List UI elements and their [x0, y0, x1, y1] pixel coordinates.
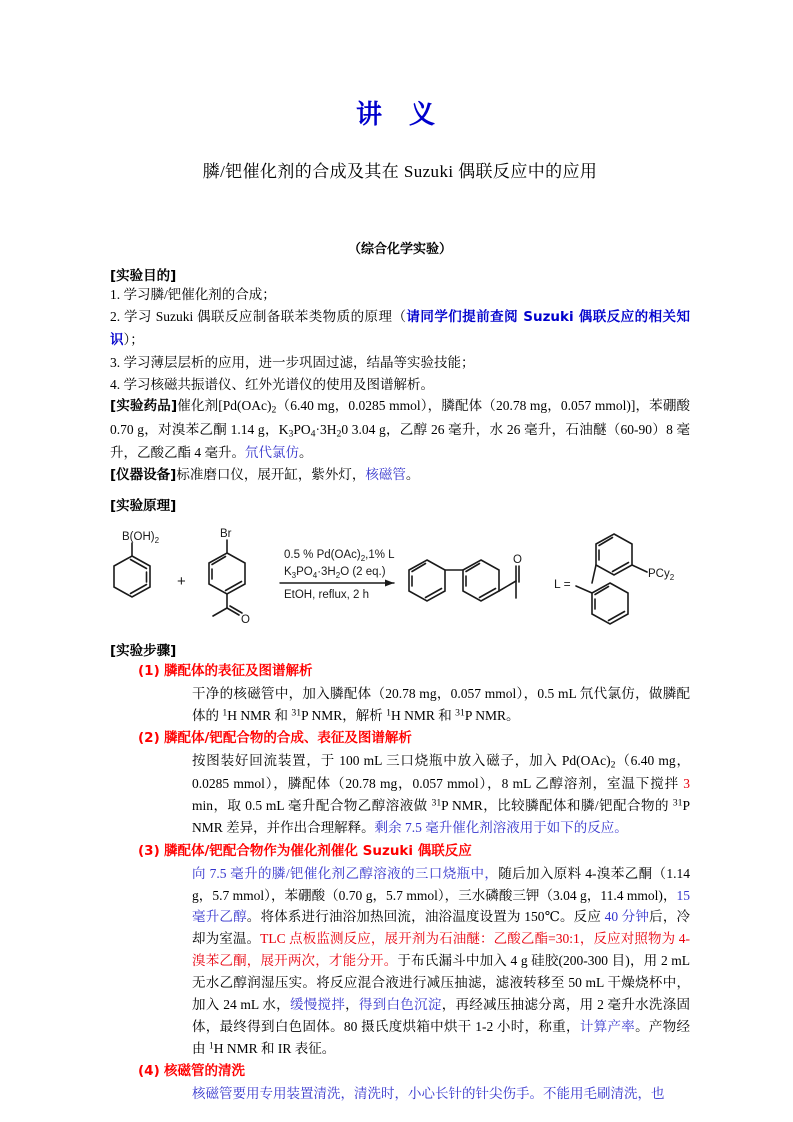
objective-item-2-highlight: 请同学们提前查阅 Suzuki 偶联反应的相关知识 [110, 309, 691, 348]
procedure-step-heading [138, 661, 690, 683]
procedure-step-text: 1 [208, 1040, 214, 1052]
equipment-text: 标准磨口仪，展开缸，紫外灯， [176, 467, 366, 483]
scheme-label-pcy2: PCy$_2$ [648, 568, 675, 583]
procedure-step-body [192, 863, 690, 1060]
section-heading-procedure: [实验步骤] [110, 643, 177, 660]
procedure-step-title: 核磁管的清洗 [164, 1063, 245, 1080]
reagents-sub-4: 2 [336, 428, 342, 440]
procedure-step-text: 。将体系进行油浴加热回流，油浴温度设置为 150℃。反应 [246, 909, 605, 925]
scheme-label-br: Br [220, 528, 232, 541]
procedure-step-text: 31 [672, 797, 683, 809]
document-content [110, 0, 690, 1105]
reagents-sub-1: 2 [271, 405, 277, 417]
reaction-scheme-svg [102, 520, 702, 632]
procedure-step-number: (2) [138, 730, 160, 747]
objective-item-3-text: 学习薄层层析的应用，进一步巩固过滤，结晶等实验技能； [123, 354, 475, 370]
procedure-step-text: 31 [455, 707, 465, 719]
procedure-step-text: 缓慢搅拌 [289, 996, 346, 1012]
procedure-step-heading [138, 841, 690, 863]
procedure-step-heading [138, 1061, 690, 1083]
objective-item-4 [110, 374, 690, 396]
reagents-text-3: PO [293, 421, 311, 437]
page-subtitle: 膦/钯催化剂的合成及其在 Suzuki 偶联反应中的应用 [202, 162, 598, 182]
objective-item-1-text: 学习膦/钯催化剂的合成； [123, 287, 276, 303]
procedure-step-title: 膦配体/钯配合物作为催化剂催化 Suzuki 偶联反应 [164, 843, 472, 860]
objective-item-3 [110, 352, 690, 374]
procedure-step-text: 于布氏漏斗中加入 4 g 硅胶(200-300 目)，用 2 mL 无水乙醇润湿压实。将反应混合液进行减压抽滤，滤液转移至 50 mL 干燥烧杯中，加入 24 mL 水， [192, 953, 691, 1012]
section-equipment [110, 464, 690, 487]
procedure-step-text: 1 [222, 707, 228, 719]
objective-item-2-text: 学习 Suzuki 偶联反应制备联苯类物质的原理（ [123, 309, 407, 325]
procedure-step [110, 1061, 690, 1104]
reagents-highlight: 氘代氯仿 [245, 445, 299, 461]
procedure-step-text: H NMR 和 [227, 707, 292, 723]
procedure-step-text: P NMR。 [464, 707, 520, 723]
section-heading-reagents: [实验药品] [110, 398, 178, 415]
reagents-text-1: 催化剂[Pd(OAc) [177, 398, 272, 414]
scheme-plus: + [177, 573, 186, 591]
procedure-step-text: （6.40 mg，0.0285 mmol），膦配体（20.78 mg，0.057 mmol），8 mL 乙醇溶剂，室温下搅拌 [192, 753, 690, 792]
procedure-step-text: 向 7.5 毫升的膦/钯催化剂乙醇溶液的三口烧瓶中， [192, 865, 499, 881]
objective-item-1-num: 1. [110, 287, 121, 303]
scheme-condition-line-2: $K_3PO_4\cdot 3H_2O$ (2 eq.) [284, 566, 386, 581]
section-heading-objective: [实验目的] [110, 268, 177, 285]
reagents-sub-3: 4 [310, 428, 316, 440]
procedure-step-text: P NMR，比较膦配体和膦/钯配合物的 [441, 798, 673, 814]
objective-item-2 [110, 306, 690, 352]
procedure-step-text: H NMR 和 IR 表征。 [213, 1040, 336, 1056]
section-heading-equipment: [仪器设备] [110, 467, 177, 484]
scheme-condition-line-1: 0.5 % $Pd(OAc)_2,1\%$ L [284, 549, 395, 564]
procedure-step [110, 841, 690, 1059]
reaction-scheme [102, 520, 690, 632]
procedure-step-text: 干净的核磁管中，加入膦配体（20.78 mg，0.057 mmol），0.5 mL 氘代氯仿，做膦配体的 [192, 685, 690, 723]
procedure-step-text: 40 分钟 [604, 909, 650, 925]
scheme-label-o2: O [513, 554, 522, 567]
procedure-step-text: 按图装好回流装置，于 100 mL 三口烧瓶中放入磁子，加入 Pd(OAc) [192, 753, 611, 769]
procedure-step-text: 31 [431, 797, 442, 809]
procedure-step [110, 728, 690, 839]
reagents-text-5: 0 3.04 g，乙醇 26 毫升，水 26 毫升，石油醚（60-90）8 毫升，乙酸乙酯 4 毫升。 [110, 421, 690, 461]
procedure-step-text: 剩余 7.5 毫升催化剂溶液用于如下的反应。 [374, 820, 628, 836]
reagents-sub-2: 3 [288, 428, 294, 440]
scheme-label-o1: O [241, 614, 250, 627]
page-title: 讲 义 [355, 100, 445, 130]
equipment-text-end: 。 [405, 467, 420, 483]
objective-item-4-num: 4. [110, 376, 121, 392]
procedure-step-text: 3 [683, 776, 690, 792]
reagents-text-4: ·3H [315, 421, 337, 437]
procedure-step-text: 随后加入原料 4-溴苯乙酮（1.14 g，5.7 mmol），苯硼酸（0.70 g，5.7 mmol），三水磷酸三钾（3.04 g，11.4 mmol)， [192, 865, 690, 903]
procedure-step-number: (3) [138, 843, 160, 860]
scheme-condition-line-3: EtOH, reflux, 2 h [284, 589, 370, 602]
procedure-step-text: ，再经减压抽滤分离，用 2 毫升水洗涤固体，最终得到白色固体。80 摄氏度烘箱中烘干 1-2 小时，称重， [192, 996, 691, 1034]
procedure-step-text: 计算产率 [579, 1018, 636, 1034]
section-heading-principle: [实验原理] [110, 498, 177, 515]
objective-item-1 [110, 284, 690, 306]
equipment-highlight: 核磁管 [365, 467, 406, 483]
section-reagents [110, 395, 690, 464]
procedure-step-body [192, 683, 690, 727]
procedure-steps [110, 661, 690, 1105]
objective-item-3-num: 3. [110, 354, 121, 370]
page-kicker: （综合化学实验） [347, 242, 452, 258]
procedure-step-text: min，取 0.5 mL 毫升配合物乙醇溶液做 [192, 798, 432, 814]
procedure-step-number: (4) [138, 1063, 160, 1080]
procedure-step-text: 核磁管要用专用装置清洗，清洗时，小心长针的针尖伤手。不能用毛刷清洗，也 [192, 1085, 665, 1101]
objective-item-2-num: 2. [110, 309, 121, 325]
procedure-step-heading [138, 728, 690, 750]
procedure-step-text: ， [345, 996, 359, 1012]
procedure-step-text: P NMR 差异，并作出合理解释。 [192, 798, 690, 836]
procedure-step-text: TLC 点板监测反应，展开剂为石油醚：乙酸乙酯=30:1，反应对照物为 4-溴苯乙酮，展开两次，才能分开。 [192, 931, 691, 969]
procedure-step-text: 得到白色沉淀 [358, 996, 442, 1012]
procedure-step-number: (1) [138, 663, 160, 680]
procedure-step-text: 2 [610, 759, 616, 771]
procedure-step-body [192, 750, 690, 839]
procedure-step-text: H NMR 和 [390, 707, 456, 723]
procedure-step-text: 1 [386, 707, 391, 719]
procedure-step-text: 。产物经由 [192, 1018, 691, 1056]
procedure-step-text: P NMR，解析 [301, 707, 387, 723]
objective-item-2-tail: ）； [123, 331, 144, 347]
procedure-step-text: 后，冷却为室温。 [192, 909, 691, 947]
scheme-label-boh2: $B(OH)_2$ [122, 531, 160, 546]
procedure-step-title: 膦配体/钯配合物的合成、表征及图谱解析 [164, 730, 412, 747]
procedure-step-text: 31 [291, 707, 302, 719]
procedure-step [110, 661, 690, 726]
procedure-step-title: 膦配体的表征及图谱解析 [164, 663, 313, 680]
reagents-text-2: （6.40 mg，0.0285 mmol），膦配体（20.78 mg，0.057 mmol)]，苯硼酸 0.70 g，对溴苯乙酮 1.14 g，K [110, 398, 690, 437]
procedure-step-body [192, 1083, 690, 1105]
objective-item-4-text: 学习核磁共振谱仪、红外光谱仪的使用及图谱解析。 [123, 376, 434, 392]
reagents-text-end: 。 [299, 445, 313, 461]
procedure-step-text: 15 毫升乙醇 [192, 887, 690, 925]
scheme-ligand-label: L = [554, 577, 571, 592]
